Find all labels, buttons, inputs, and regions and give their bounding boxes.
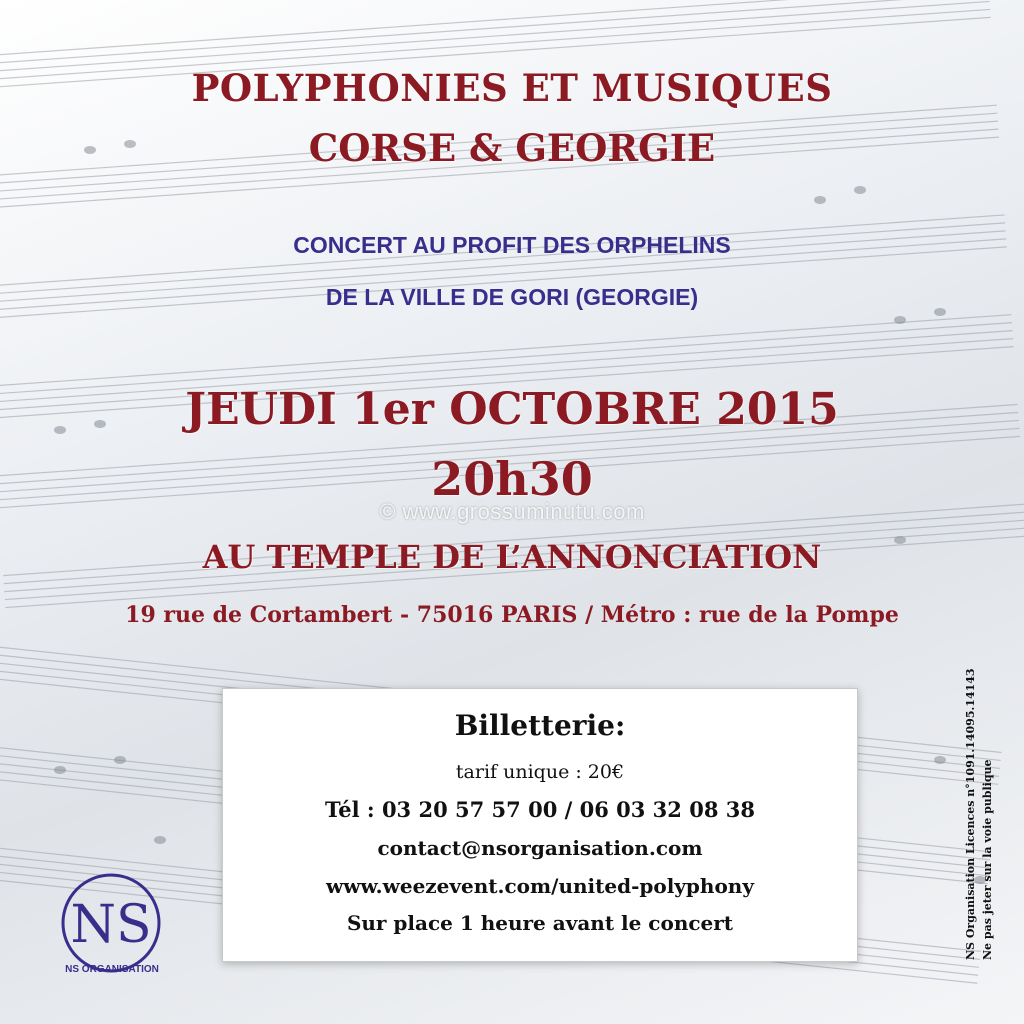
ticket-email: contact@nsorganisation.com [377, 836, 703, 860]
ticket-website: www.weezevent.com/united-polyphony [326, 874, 754, 898]
subtitle-line1: CONCERT AU PROFIT DES ORPHELINS [293, 232, 731, 258]
logo-letters: NS [70, 895, 152, 955]
licence-line2: Ne pas jeter sur la voie publique [981, 759, 994, 960]
event-date: JEUDI 1er OCTOBRE 2015 [185, 384, 839, 435]
watermark-text: © www.grossuminutu.com [379, 499, 645, 524]
event-address: 19 rue de Cortambert - 75016 PARIS / Métro : rue de la Pompe [125, 602, 899, 628]
ticket-phone: Tél : 03 20 57 57 00 / 06 03 32 08 38 [325, 797, 755, 822]
ticket-price: tarif unique : 20€ [455, 761, 625, 783]
event-venue: AU TEMPLE DE L’ANNONCIATION [202, 538, 822, 576]
poster-title-line1: POLYPHONIES ET MUSIQUES [191, 66, 833, 110]
event-time: 20h30 [431, 452, 593, 506]
logo-caption: NS ORGANISATION [65, 964, 159, 975]
ticketing-heading: Billetterie: [454, 709, 626, 742]
ticket-on-site-note: Sur place 1 heure avant le concert [346, 911, 734, 935]
poster-title-line2: CORSE & GEORGIE [308, 126, 716, 170]
licence-line1: NS Organisation Licences n°1091.14095.14143 [964, 668, 977, 960]
subtitle-line2: DE LA VILLE DE GORI (GEORGIE) [325, 284, 699, 310]
licence-notice [962, 640, 1002, 960]
ticketing-box [222, 688, 858, 962]
